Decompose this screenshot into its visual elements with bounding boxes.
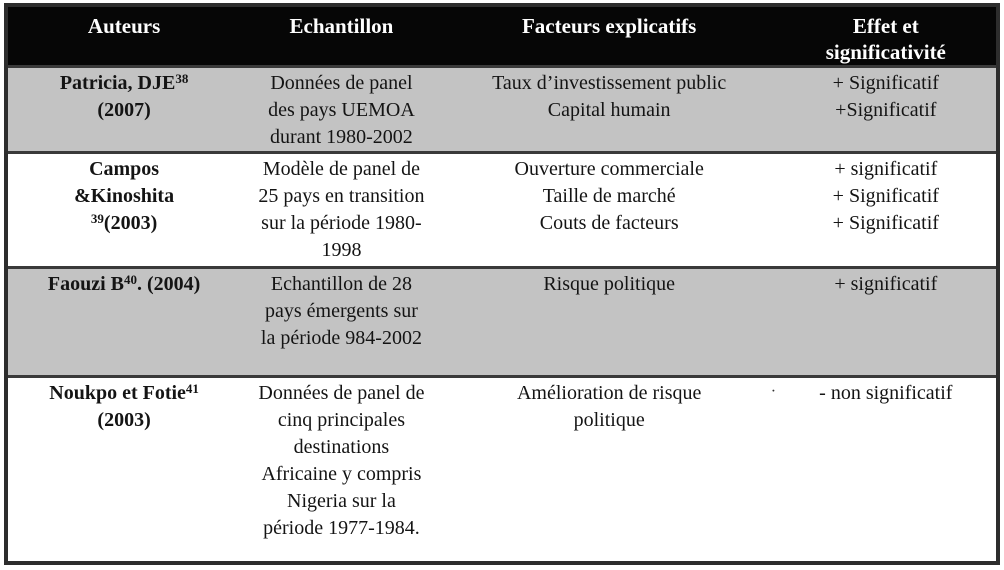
table-body [8, 65, 996, 563]
footnote-superscript: 38 [175, 71, 189, 87]
header-echantillon [240, 7, 443, 65]
header-echantillon-label: Echantillon [289, 14, 394, 38]
footnote-superscript: 41 [185, 381, 199, 397]
author-line: $^{39}$(2003) [90, 211, 158, 234]
effect-line: - non significatif [819, 382, 953, 404]
effect-line: + significatif [834, 273, 938, 295]
factor-line: Capital humain [547, 99, 671, 121]
cell-effects [776, 269, 996, 375]
header-effet [776, 7, 996, 65]
sample-line: Données de panel de [258, 382, 425, 404]
factor-line: Couts de facteurs [539, 212, 679, 234]
cell-effects [776, 154, 996, 266]
cell-factors [443, 68, 776, 151]
sample-line: des pays UEMOA [268, 99, 415, 121]
table-header-row [8, 7, 996, 65]
effect-line: + Significatif [832, 185, 939, 207]
sample-line: Africaine y compris [261, 463, 422, 485]
cell-factors [443, 269, 776, 375]
author-line: Noukpo et Fotie$^{41}$ [49, 381, 199, 404]
factor-line: Amélioration de risque [516, 382, 702, 404]
footnote-superscript: 40 [123, 272, 137, 288]
sample-line: Modèle de panel de [262, 158, 421, 180]
cell-factors [443, 154, 776, 266]
sample-line: 1998 [321, 239, 362, 261]
author-line: (2003) [97, 409, 151, 431]
factor-line: Ouverture commerciale [514, 158, 704, 180]
effect-line: + Significatif [832, 212, 939, 234]
sample-line: Nigeria sur la [287, 490, 396, 512]
table-row [8, 266, 996, 375]
author-line: Campos [89, 158, 160, 180]
header-auteurs-label: Auteurs [87, 14, 161, 38]
sample-line: durant 1980-2002 [270, 126, 413, 148]
cell-author [8, 269, 240, 375]
author-line: &Kinoshita [74, 185, 175, 207]
sample-line: cinq principales [277, 409, 406, 431]
comparative-studies-table [4, 3, 1000, 565]
sample-line: pays émergents sur [264, 300, 418, 322]
cell-author [8, 378, 240, 563]
author-line: (2007) [97, 99, 151, 121]
sample-line: sur la période 1980- [261, 212, 422, 234]
sample-line: Echantillon de 28 [270, 273, 412, 295]
cell-sample [240, 68, 443, 151]
header-effet-label: Effet et significativité [825, 14, 946, 64]
cell-effects [776, 68, 996, 151]
sample-line: période 1977-1984. [263, 517, 420, 539]
effect-line: + Significatif [832, 72, 939, 94]
cell-effects [776, 378, 996, 563]
sample-line: destinations [293, 436, 390, 458]
factor-line: Taux d’investissement public [492, 72, 727, 94]
factor-line: Taille de marché [542, 185, 676, 207]
author-line: Faouzi $B^{40}$. (2004) [47, 272, 201, 295]
cell-sample [240, 154, 443, 266]
effect-line: +Significatif [835, 99, 937, 121]
cell-factors [443, 378, 776, 563]
cell-author [8, 68, 240, 151]
effect-line: + significatif [834, 158, 938, 180]
sample-line: 25 pays en transition [258, 185, 425, 207]
table-row [8, 151, 996, 266]
factor-line: politique [573, 409, 645, 431]
sample-line: Données de panel [270, 72, 413, 94]
header-facteurs [443, 7, 776, 65]
cell-sample [240, 378, 443, 563]
stray-dot-artifact: · [770, 383, 777, 400]
author-line: Patricia, DJE$^{38}$ [59, 71, 189, 94]
cell-author [8, 154, 240, 266]
table-row [8, 65, 996, 151]
sample-line: la période 984-2002 [260, 327, 422, 349]
header-auteurs [8, 7, 240, 65]
factor-line: Risque politique [543, 273, 676, 295]
cell-sample [240, 269, 443, 375]
header-facteurs-label: Facteurs explicatifs [521, 14, 697, 38]
table-row [8, 375, 996, 563]
footnote-superscript: 39 [90, 211, 104, 227]
